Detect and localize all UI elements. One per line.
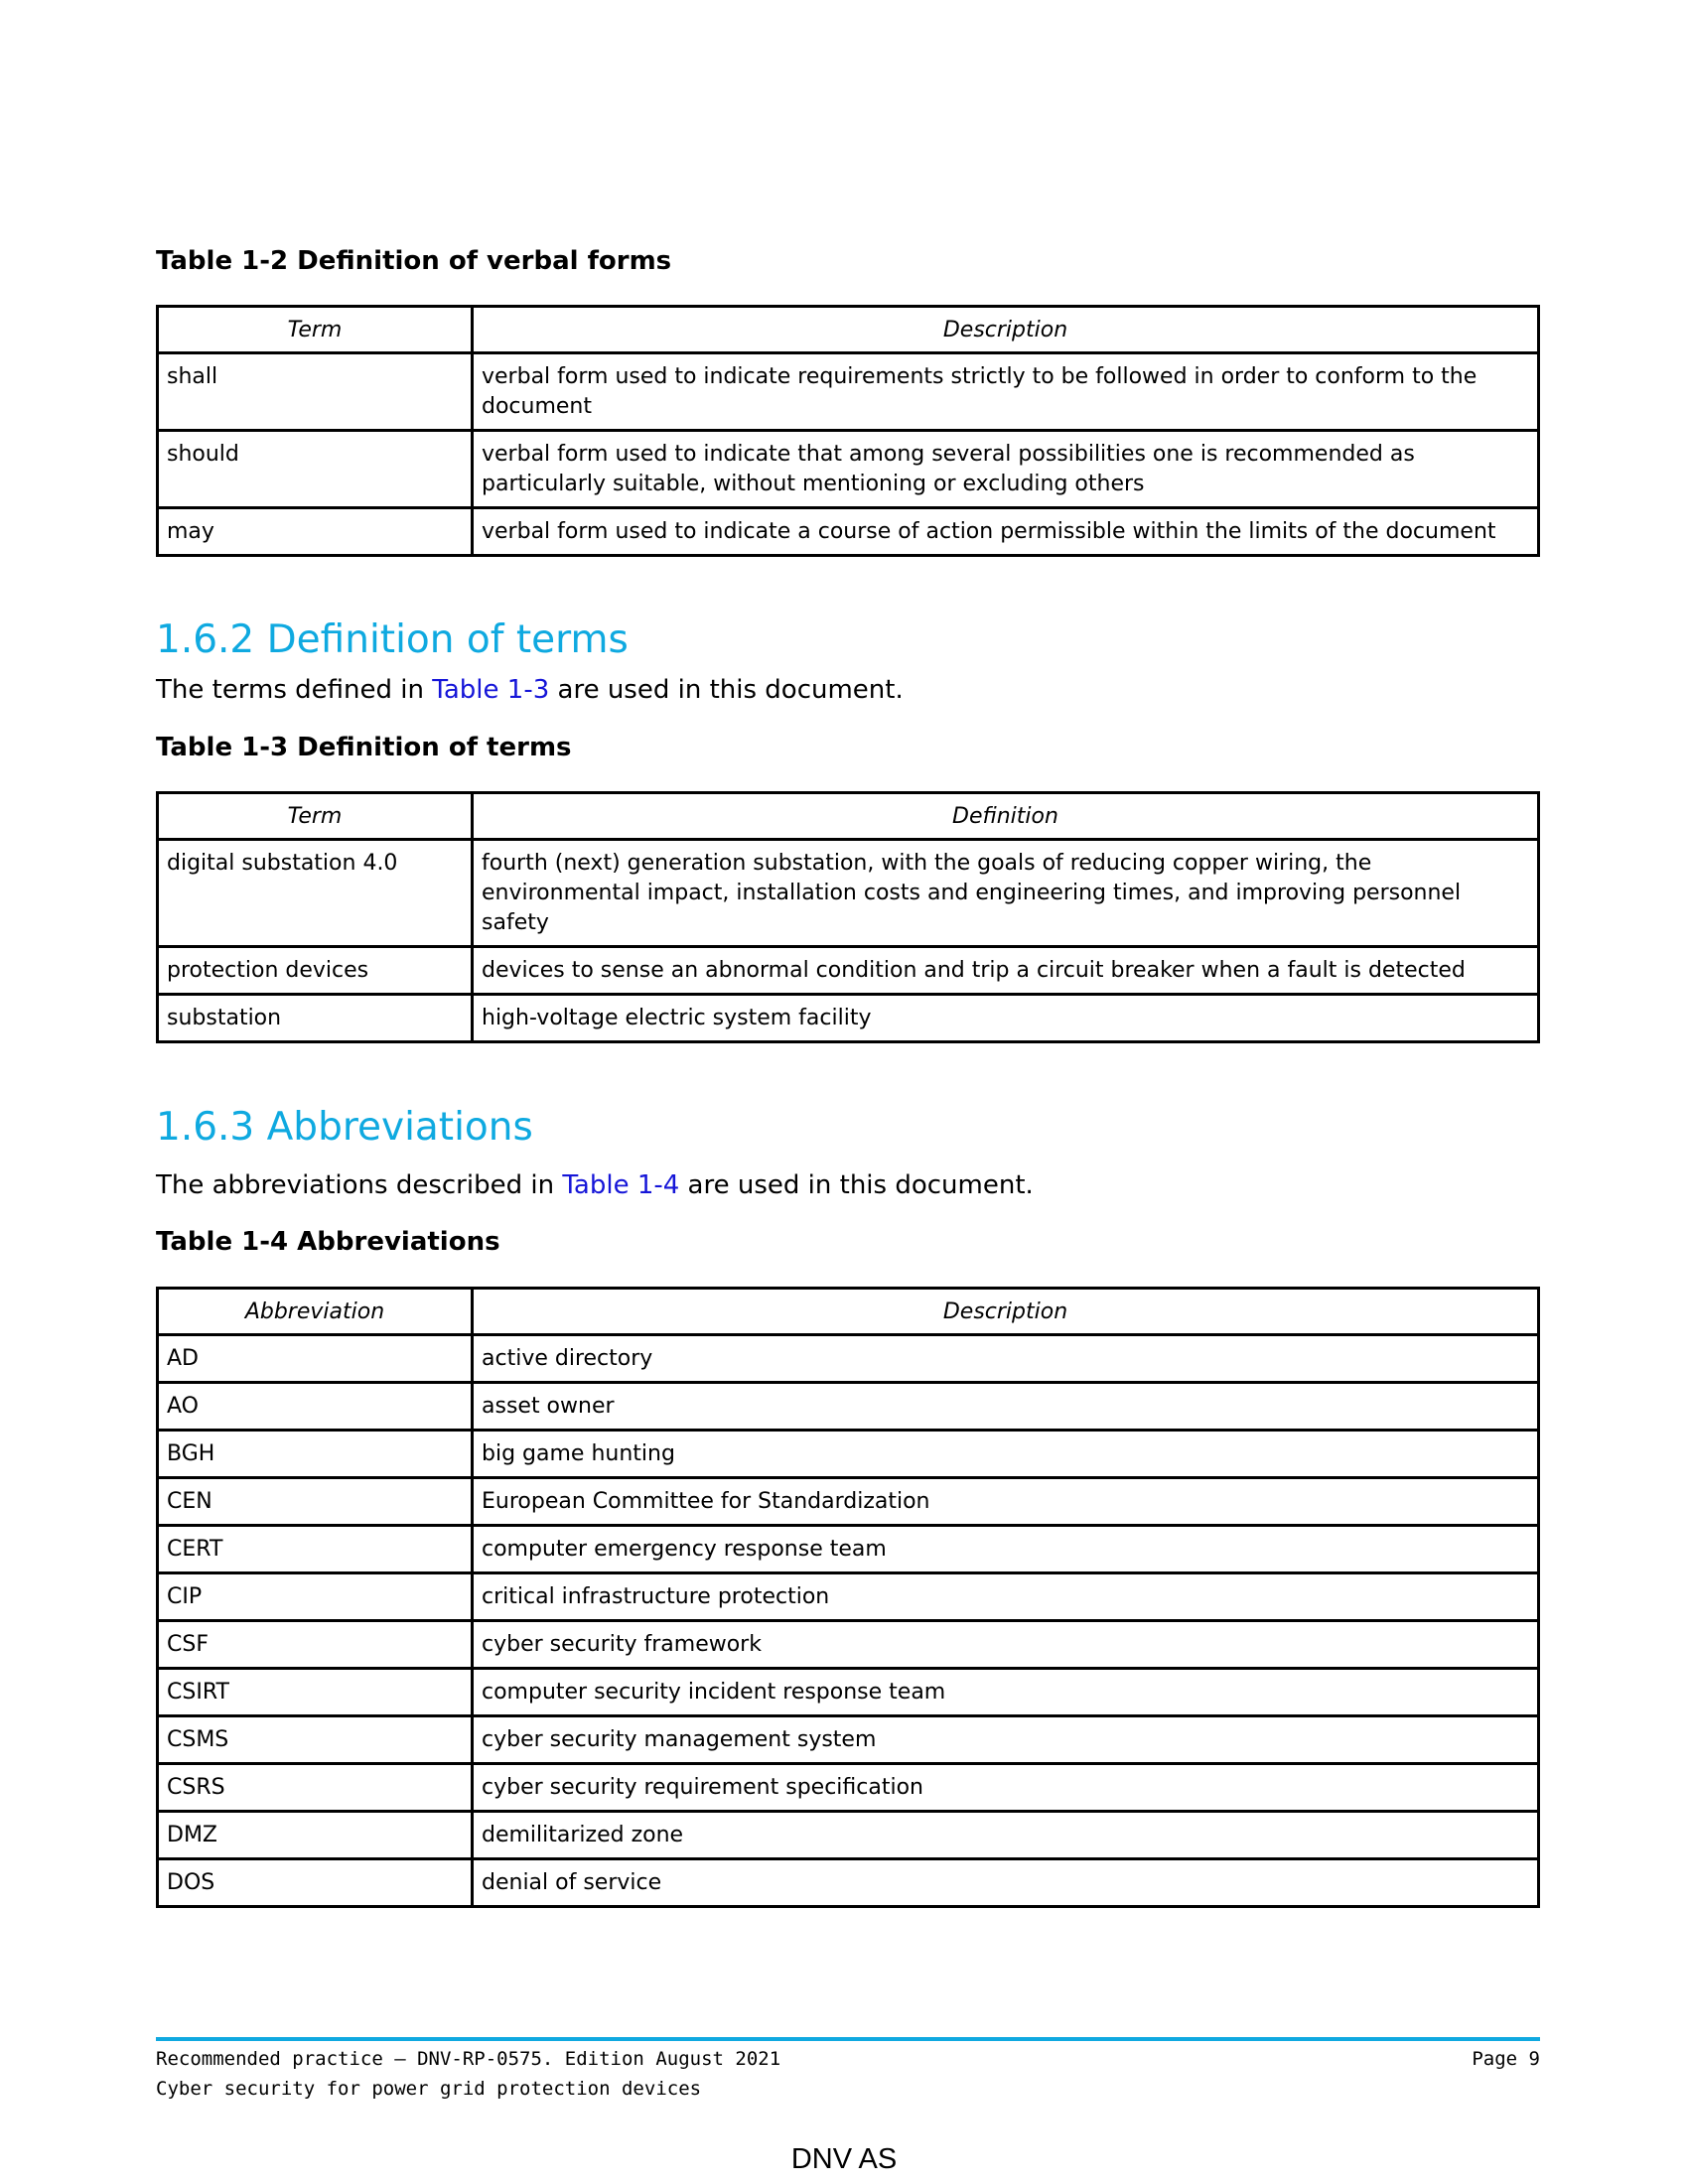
footer-document-subtitle: Cyber security for power grid protection devices	[156, 2078, 702, 2100]
description-cell: cyber security requirement specification	[473, 1764, 1539, 1812]
table-header-row	[158, 307, 1539, 353]
term-cell: digital substation 4.0	[158, 840, 473, 947]
description-cell: critical infrastructure protection	[473, 1573, 1539, 1621]
description-cell: European Committee for Standardization	[473, 1478, 1539, 1526]
description-cell: big game hunting	[473, 1431, 1539, 1478]
section-intro-abbreviations	[156, 1169, 1034, 1201]
term-cell: CSIRT	[158, 1669, 473, 1716]
table-header-row	[158, 1289, 1539, 1335]
column-header: Abbreviation	[158, 1289, 473, 1335]
description-cell: verbal form used to indicate requirements strictly to be followed in order to conform to the document	[473, 353, 1539, 431]
table-row	[158, 1859, 1539, 1907]
footer-document-title: Recommended practice — DNV-RP-0575. Edition August 2021	[156, 2048, 781, 2070]
table-row	[158, 431, 1539, 508]
table-abbreviations	[156, 1287, 1540, 1908]
table-row	[158, 1669, 1539, 1716]
term-cell: should	[158, 431, 473, 508]
table-verbal-forms	[156, 305, 1540, 557]
footer-rule	[156, 2037, 1540, 2041]
term-cell: shall	[158, 353, 473, 431]
description-cell: active directory	[473, 1335, 1539, 1383]
column-header: Definition	[473, 793, 1539, 840]
term-cell: CEN	[158, 1478, 473, 1526]
term-cell: CSMS	[158, 1716, 473, 1764]
term-cell: may	[158, 508, 473, 556]
intro-text: are used in this document.	[549, 675, 904, 705]
section-heading-definition-of-terms: 1.6.2 Definition of terms	[156, 617, 629, 662]
intro-text: The abbreviations described in	[156, 1170, 563, 1200]
term-cell: AO	[158, 1383, 473, 1431]
term-cell: CSRS	[158, 1764, 473, 1812]
table-row	[158, 1621, 1539, 1669]
term-cell: substation	[158, 995, 473, 1042]
table-row	[158, 840, 1539, 947]
term-cell: BGH	[158, 1431, 473, 1478]
table-row	[158, 1812, 1539, 1859]
column-header: Description	[473, 1289, 1539, 1335]
description-cell: verbal form used to indicate that among several possibilities one is recommended as particularly suitable, without mentioning or excluding others	[473, 431, 1539, 508]
publisher-name: DNV AS	[790, 2143, 898, 2175]
description-cell: high-voltage electric system facility	[473, 995, 1539, 1042]
description-cell: computer emergency response team	[473, 1526, 1539, 1573]
intro-text: are used in this document.	[679, 1170, 1034, 1200]
table-1-4-link[interactable]: Table 1-4	[562, 1170, 680, 1200]
term-cell: protection devices	[158, 947, 473, 995]
footer-page-number: Page 9	[1472, 2048, 1540, 2070]
table-row	[158, 1478, 1539, 1526]
description-cell: denial of service	[473, 1859, 1539, 1907]
term-cell: DMZ	[158, 1812, 473, 1859]
table-definition-of-terms	[156, 791, 1540, 1043]
description-cell: asset owner	[473, 1383, 1539, 1431]
description-cell: demilitarized zone	[473, 1812, 1539, 1859]
table-row	[158, 1716, 1539, 1764]
term-cell: CIP	[158, 1573, 473, 1621]
term-cell: CERT	[158, 1526, 473, 1573]
intro-text: The terms defined in	[156, 675, 433, 705]
column-header: Description	[473, 307, 1539, 353]
section-intro-terms	[156, 674, 904, 706]
description-cell: cyber security framework	[473, 1621, 1539, 1669]
table-1-3-link[interactable]: Table 1-3	[432, 675, 550, 705]
table-row	[158, 1335, 1539, 1383]
table-row	[158, 1526, 1539, 1573]
table-row	[158, 1573, 1539, 1621]
table-row	[158, 995, 1539, 1042]
description-cell: computer security incident response team	[473, 1669, 1539, 1716]
table-row	[158, 1431, 1539, 1478]
table-1-4-caption: Table 1-4 Abbreviations	[156, 1227, 500, 1257]
term-cell: AD	[158, 1335, 473, 1383]
term-cell: DOS	[158, 1859, 473, 1907]
description-cell: verbal form used to indicate a course of action permissible within the limits of the document	[473, 508, 1539, 556]
term-cell: CSF	[158, 1621, 473, 1669]
table-row	[158, 1764, 1539, 1812]
description-cell: fourth (next) generation substation, with the goals of reducing copper wiring, the environmental impact, installation costs and engineering times, and improving personnel safety	[473, 840, 1539, 947]
description-cell: cyber security management system	[473, 1716, 1539, 1764]
section-heading-abbreviations: 1.6.3 Abbreviations	[156, 1105, 533, 1150]
table-1-3-caption: Table 1-3 Definition of terms	[156, 733, 572, 762]
table-row	[158, 1383, 1539, 1431]
table-row	[158, 353, 1539, 431]
column-header: Term	[158, 793, 473, 840]
table-1-2-caption: Table 1-2 Definition of verbal forms	[156, 246, 672, 276]
table-row	[158, 947, 1539, 995]
table-row	[158, 508, 1539, 556]
description-cell: devices to sense an abnormal condition and trip a circuit breaker when a fault is detected	[473, 947, 1539, 995]
table-header-row	[158, 793, 1539, 840]
column-header: Term	[158, 307, 473, 353]
